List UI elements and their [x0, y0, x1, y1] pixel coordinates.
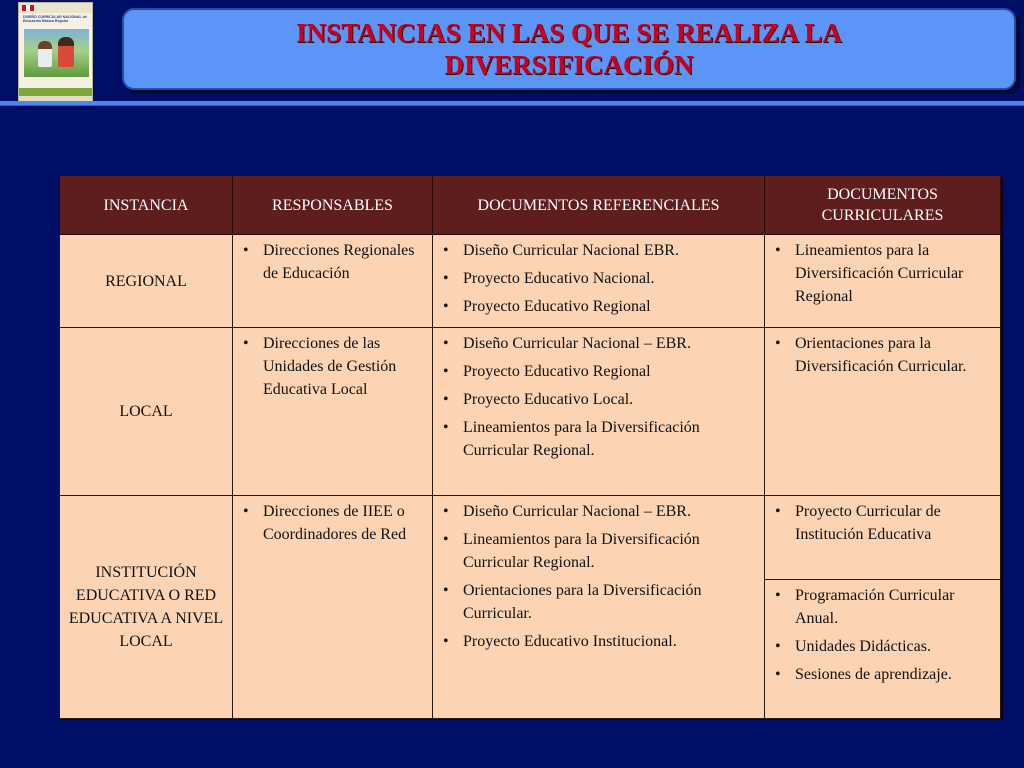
- responsables-list: [237, 239, 426, 285]
- cover-title: DISEÑO CURRICULAR NACIONAL de Educación Básica Regular: [23, 15, 87, 24]
- list-item: • Proyecto Educativo Local.: [463, 388, 758, 411]
- instancia-cell: REGIONAL: [60, 235, 233, 328]
- responsables-cell: [233, 496, 433, 719]
- page-title: INSTANCIAS EN LAS QUE SE REALIZA LA DIVERSIFICACIÓN: [296, 18, 842, 80]
- list-item: • Unidades Didácticas.: [795, 635, 994, 658]
- table-row-institucion: [60, 496, 1001, 580]
- child-figure-icon: [58, 37, 74, 67]
- header-documentos-curriculares: DOCUMENTOS CURRICULARES: [765, 176, 1001, 235]
- list-item: • Lineamientos para la Diversificación Curricular Regional.: [463, 528, 758, 574]
- list-item: • Diseño Curricular Nacional EBR.: [463, 239, 758, 262]
- curriculares-cell: [765, 235, 1001, 328]
- child-figure-icon: [38, 41, 52, 67]
- referenciales-cell: [433, 328, 765, 496]
- table-row-regional: [60, 235, 1001, 328]
- responsables-cell: [233, 328, 433, 496]
- referenciales-list: [437, 332, 758, 462]
- instancia-cell: LOCAL: [60, 328, 233, 496]
- list-item: • Orientaciones para la Diversificación Curricular.: [795, 332, 994, 378]
- referenciales-cell: [433, 496, 765, 719]
- list-item: • Programación Curricular Anual.: [795, 584, 994, 630]
- list-item: • Direcciones de las Unidades de Gestión Educativa Local: [263, 332, 426, 401]
- peru-crest-icon: [22, 5, 34, 11]
- referenciales-cell: [433, 235, 765, 328]
- responsables-list: [237, 332, 426, 401]
- header-responsables: RESPONSABLES: [233, 176, 433, 235]
- list-item: • Orientaciones para la Diversificación Curricular.: [463, 579, 758, 625]
- referenciales-list: [437, 239, 758, 318]
- curriculares-list: [769, 332, 994, 378]
- list-item: • Proyecto Educativo Nacional.: [463, 267, 758, 290]
- curriculares-list: [769, 239, 994, 308]
- list-item: • Proyecto Educativo Regional: [463, 360, 758, 383]
- diversification-table: [59, 175, 1000, 717]
- list-item: • Proyecto Educativo Regional: [463, 295, 758, 318]
- responsables-list: [237, 500, 426, 546]
- curriculares-cell: [765, 328, 1001, 496]
- instancia-cell: INSTITUCIÓN EDUCATIVA O RED EDUCATIVA A NIVEL LOCAL: [60, 496, 233, 719]
- list-item: • Lineamientos para la Diversificación Curricular Regional: [795, 239, 994, 308]
- list-item: • Direcciones Regionales de Educación: [263, 239, 426, 285]
- instances-table: [59, 175, 1001, 719]
- curriculares-list: [769, 500, 994, 546]
- cover-header: [19, 3, 92, 13]
- header-divider: [0, 101, 1024, 105]
- curriculares-cell: [765, 580, 1001, 719]
- title-banner: [122, 8, 1016, 90]
- book-cover-image: [18, 2, 93, 103]
- cover-photo: [24, 29, 89, 77]
- referenciales-list: [437, 500, 758, 653]
- list-item: • Lineamientos para la Diversificación Curricular Regional.: [463, 416, 758, 462]
- cover-band: [19, 88, 92, 96]
- list-item: • Direcciones de IIEE o Coordinadores de Red: [263, 500, 426, 546]
- header-documentos-referenciales: DOCUMENTOS REFERENCIALES: [433, 176, 765, 235]
- curriculares-cell: [765, 496, 1001, 580]
- table-header-row: [60, 176, 1001, 235]
- list-item: • Sesiones de aprendizaje.: [795, 663, 994, 686]
- list-item: • Proyecto Curricular de Institución Educativa: [795, 500, 994, 546]
- curriculares-list: [769, 584, 994, 686]
- responsables-cell: [233, 235, 433, 328]
- list-item: • Diseño Curricular Nacional – EBR.: [463, 500, 758, 523]
- table-row-local: [60, 328, 1001, 496]
- list-item: • Diseño Curricular Nacional – EBR.: [463, 332, 758, 355]
- header-instancia: INSTANCIA: [60, 176, 233, 235]
- list-item: • Proyecto Educativo Institucional.: [463, 630, 758, 653]
